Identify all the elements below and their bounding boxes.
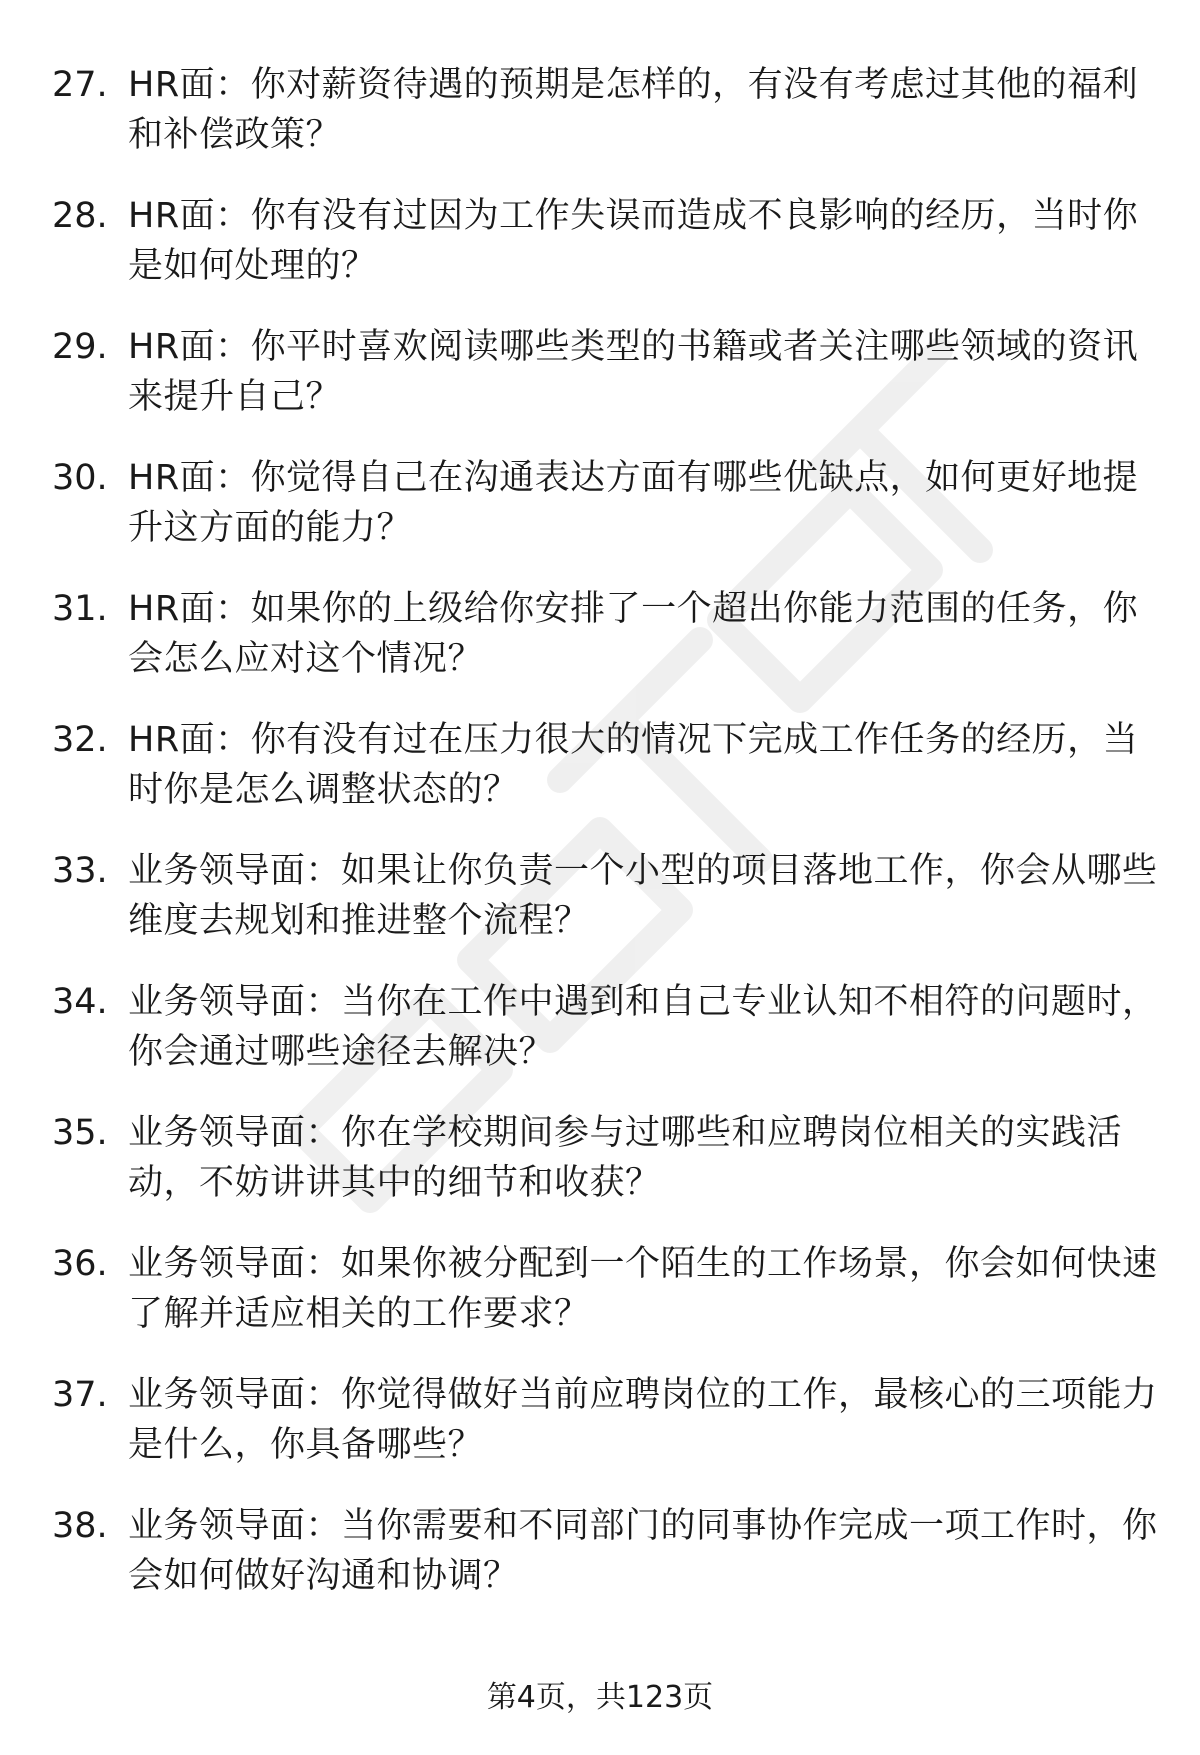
question-item <box>0 715 1200 846</box>
question-item <box>0 1239 1200 1370</box>
question-text: HR面：你平时喜欢阅读哪些类型的书籍或者关注哪些领域的资讯来提升自己？ <box>128 327 1139 417</box>
question-text: 业务领导面：如果让你负责一个小型的项目落地工作，你会从哪些维度去规划和推进整个流程？ <box>128 851 1158 941</box>
question-number: 32. <box>52 720 108 760</box>
question-item <box>0 1370 1200 1501</box>
question-text: 业务领导面：当你在工作中遇到和自己专业认知不相符的问题时，你会通过哪些途径去解决？ <box>128 982 1158 1072</box>
question-text: 业务领导面：你觉得做好当前应聘岗位的工作，最核心的三项能力是什么，你具备哪些？ <box>128 1375 1158 1465</box>
question-number: 31. <box>52 589 108 629</box>
question-text: HR面：你对薪资待遇的预期是怎样的，有没有考虑过其他的福利和补偿政策？ <box>128 65 1139 155</box>
question-list <box>0 60 1200 1632</box>
question-text: 业务领导面：你在学校期间参与过哪些和应聘岗位相关的实践活动，不妨讲讲其中的细节和收获？ <box>128 1113 1123 1203</box>
question-text: 业务领导面：当你需要和不同部门的同事协作完成一项工作时，你会如何做好沟通和协调？ <box>128 1506 1158 1596</box>
question-number: 28. <box>52 196 108 236</box>
question-item <box>0 322 1200 453</box>
question-text: HR面：你有没有过在压力很大的情况下完成工作任务的经历，当时你是怎么调整状态的？ <box>128 720 1139 810</box>
question-text: 业务领导面：如果你被分配到一个陌生的工作场景，你会如何快速了解并适应相关的工作要求？ <box>128 1244 1158 1334</box>
question-item <box>0 846 1200 977</box>
question-item <box>0 584 1200 715</box>
question-number: 37. <box>52 1375 108 1415</box>
question-number: 30. <box>52 458 108 498</box>
question-text: HR面：你有没有过因为工作失误而造成不良影响的经历，当时你是如何处理的？ <box>128 196 1139 286</box>
question-number: 29. <box>52 327 108 367</box>
question-number: 34. <box>52 982 108 1022</box>
question-item <box>0 977 1200 1108</box>
question-number: 27. <box>52 65 108 105</box>
question-item <box>0 191 1200 322</box>
question-item <box>0 453 1200 584</box>
question-text: HR面：你觉得自己在沟通表达方面有哪些优缺点，如何更好地提升这方面的能力？ <box>128 458 1139 548</box>
question-number: 36. <box>52 1244 108 1284</box>
question-item <box>0 60 1200 191</box>
question-number: 35. <box>52 1113 108 1153</box>
question-item <box>0 1108 1200 1239</box>
page-footer: 第4页，共123页 <box>486 1680 714 1715</box>
question-number: 33. <box>52 851 108 891</box>
question-text: HR面：如果你的上级给你安排了一个超出你能力范围的任务，你会怎么应对这个情况？ <box>128 589 1139 679</box>
question-number: 38. <box>52 1506 108 1546</box>
question-item <box>0 1501 1200 1632</box>
